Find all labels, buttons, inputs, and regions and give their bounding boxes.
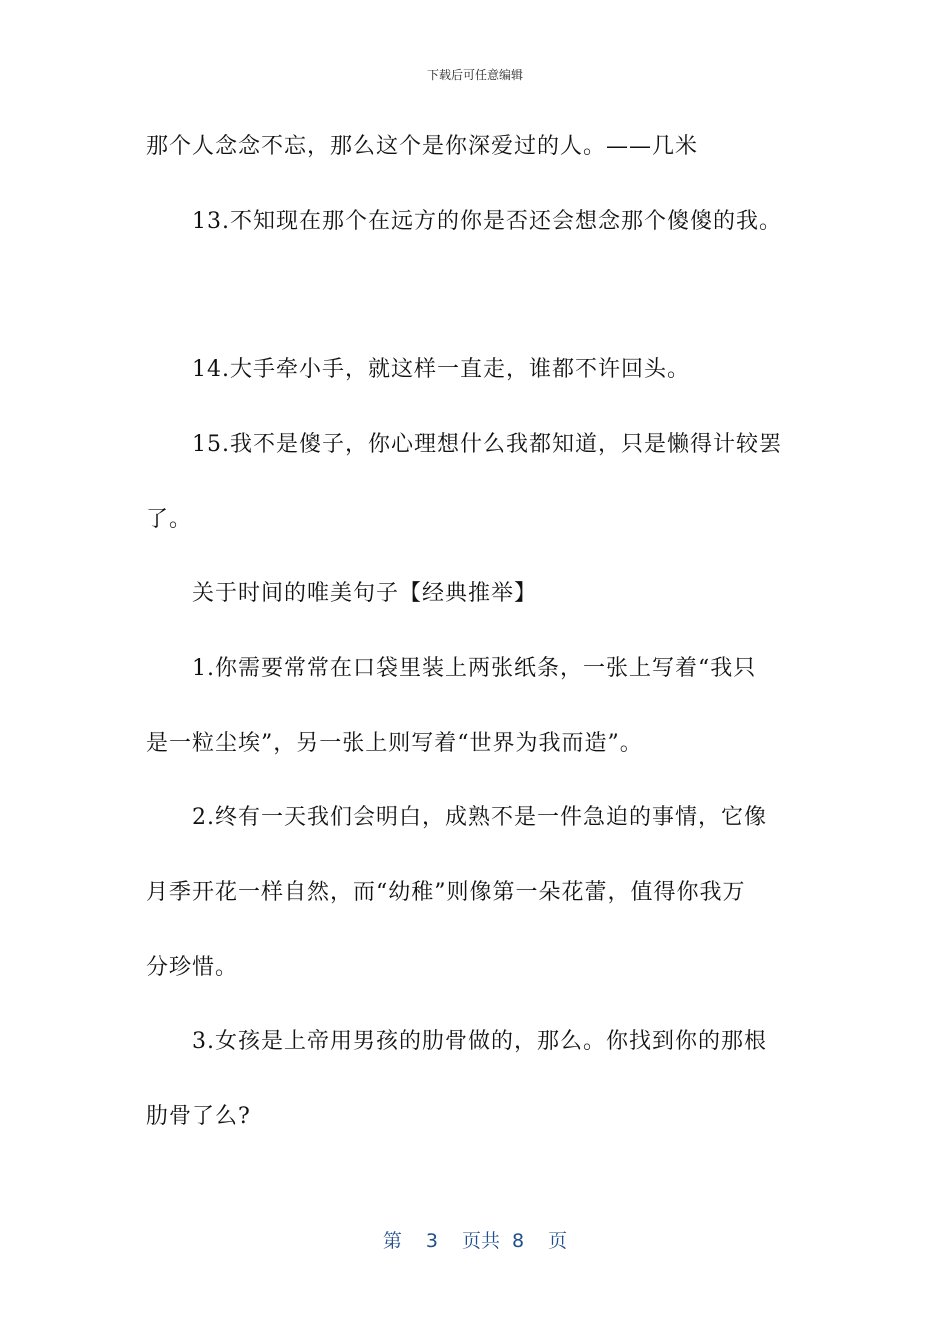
page-header-note: 下载后可任意编辑 [426, 68, 523, 82]
footer-prefix: 第 [382, 1230, 402, 1252]
text-line: 分珍惜。 [146, 955, 239, 980]
footer-current-page: 3 [425, 1230, 438, 1252]
text-line: 13.不知现在那个在远方的你是否还会想念那个傻傻的我。 [192, 209, 782, 234]
text-line: 2.终有一天我们会明白，成熟不是一件急迫的事情，它像 [192, 805, 767, 830]
footer-suffix: 页 [548, 1230, 568, 1252]
section-heading: 关于时间的唯美句子【经典推举】 [192, 581, 538, 606]
footer-total-pages: 8 [512, 1230, 525, 1252]
text-line: 了。 [146, 507, 193, 532]
text-line: 3.女孩是上帝用男孩的肋骨做的，那么。你找到你的那根 [192, 1029, 767, 1054]
text-line: 是一粒尘埃”，另一张上则写着“世界为我而造”。 [146, 731, 643, 756]
text-line: 15.我不是傻子，你心理想什么我都知道，只是懒得计较罢 [192, 432, 782, 457]
text-line: 月季开花一样自然，而“幼稚”则像第一朵花蕾，值得你我万 [146, 880, 746, 905]
text-line: 肋骨了么? [146, 1104, 251, 1129]
page-footer [0, 1226, 950, 1253]
footer-middle: 页共 [461, 1230, 500, 1252]
text-line: 1.你需要常常在口袋里装上两张纸条，一张上写着“我只 [192, 656, 757, 681]
text-line: 14.大手牵小手，就这样一直走，谁都不许回头。 [192, 357, 690, 382]
text-line: 那个人念念不忘，那么这个是你深爱过的人。——几米 [146, 134, 699, 159]
